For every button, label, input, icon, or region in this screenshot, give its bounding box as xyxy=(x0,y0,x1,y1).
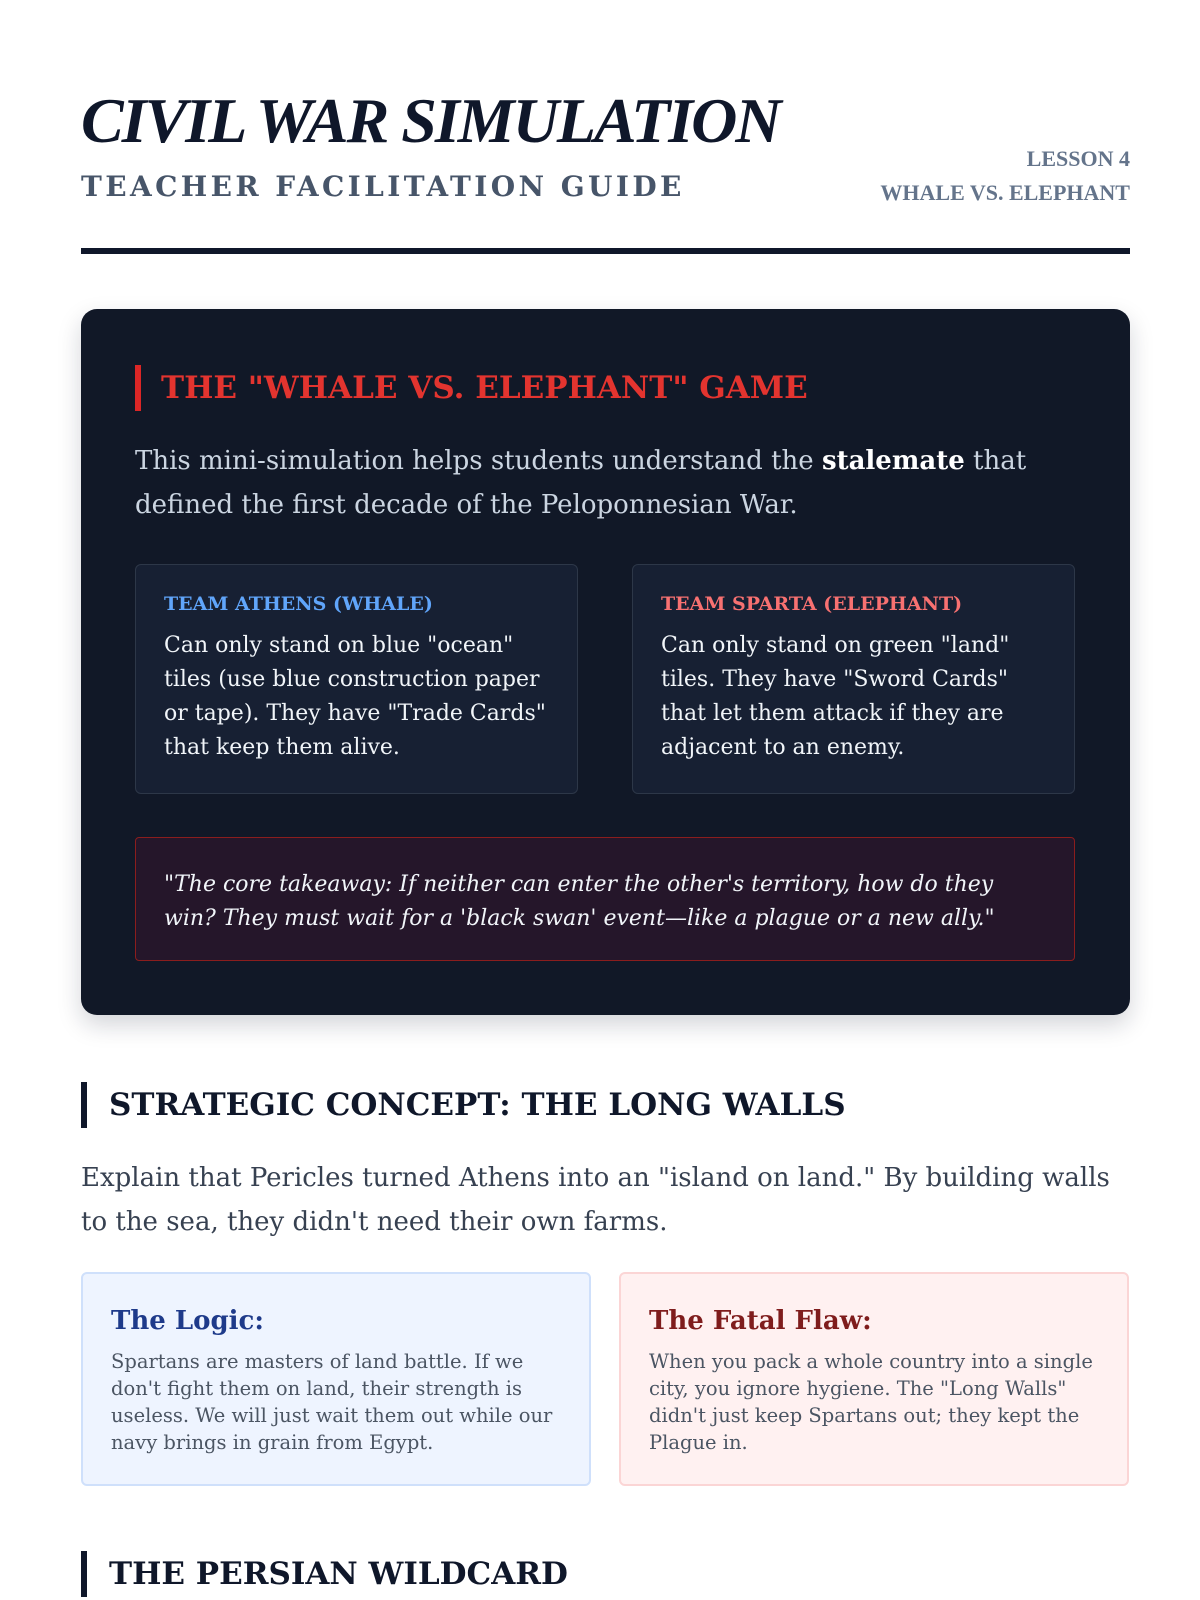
lesson-name: WHALE VS. ELEPHANT xyxy=(880,180,1130,205)
long-walls-heading: STRATEGIC CONCEPT: THE LONG WALLS xyxy=(81,1082,846,1128)
fatal-flaw-text: When you pack a whole country into a single city, you ignore hygiene. The "Long Walls" didn't just keep Spartans out; they kept the Plague in. xyxy=(649,1350,1093,1454)
lesson-label xyxy=(880,142,1130,210)
persian-wildcard-heading: THE PERSIAN WILDCARD xyxy=(81,1551,568,1597)
team-athens-card xyxy=(135,564,578,794)
page-header xyxy=(81,80,1130,256)
game-intro-start: This mini-simulation helps students understand the xyxy=(135,446,822,476)
team-sparta-description: Can only stand on green "land" tiles. They have "Sword Cards" that let them attack if they are adjacent to an enemy. xyxy=(661,633,1010,760)
lesson-number: LESSON 4 xyxy=(1026,146,1130,171)
page-title: CIVIL WAR SIMULATION xyxy=(81,85,780,156)
logic-card xyxy=(81,1272,591,1486)
logic-text: Spartans are masters of land battle. If we don't fight them on land, their strength is useless. We will just wait them out while our navy brings in grain from Egypt. xyxy=(111,1350,553,1454)
header-divider xyxy=(81,248,1130,254)
team-sparta-card xyxy=(632,564,1075,794)
game-title: THE "WHALE VS. ELEPHANT" GAME xyxy=(135,365,808,411)
fatal-flaw-card xyxy=(619,1272,1129,1486)
logic-title: The Logic: xyxy=(111,1306,264,1336)
page-subtitle: TEACHER FACILITATION GUIDE xyxy=(81,170,685,203)
team-sparta-name: TEAM SPARTA (ELEPHANT) xyxy=(661,593,963,615)
team-athens-description: Can only stand on blue "ocean" tiles (use blue construction paper or tape). They have "Trade Cards" that keep them alive. xyxy=(164,633,546,760)
game-intro xyxy=(135,439,1035,527)
core-takeaway-quote: "The core takeaway: If neither can enter the other's territory, how do they win? They must wait for a 'black swan' event—like a plague or a new ally." xyxy=(135,837,1075,961)
long-walls-text: Explain that Pericles turned Athens into an "island on land." By building walls to the sea, they didn't need their own farms. xyxy=(81,1163,1110,1237)
team-athens-name: TEAM ATHENS (WHALE) xyxy=(164,593,433,615)
game-intro-emphasis: stalemate xyxy=(821,446,965,476)
game-intro-end: that defined the first decade of the Peloponnesian War. xyxy=(135,446,1027,520)
game-panel xyxy=(81,309,1130,1015)
fatal-flaw-title: The Fatal Flaw: xyxy=(649,1306,872,1336)
